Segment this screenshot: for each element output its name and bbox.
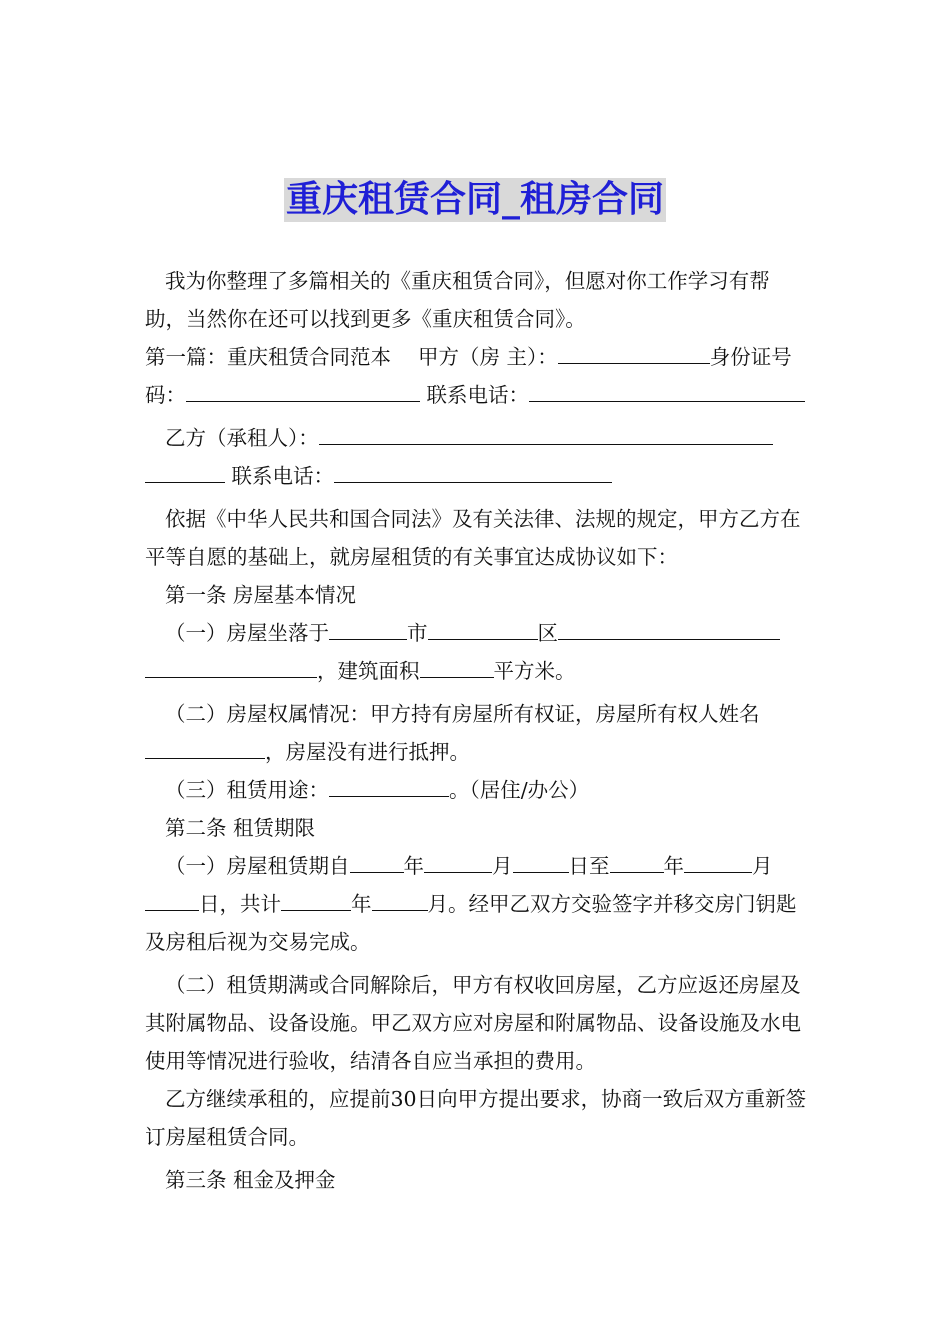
id-number-label: 身份证号码： (145, 345, 792, 407)
end-month-label: 月 (752, 854, 773, 878)
area-unit: 平方米。 (493, 659, 576, 683)
usage-blank (329, 772, 449, 797)
party-a-name-blank (558, 339, 710, 364)
party-b-name-blank-cont (145, 458, 225, 483)
article-2-item-2: （二）租赁期满或合同解除后，甲方有权收回房屋，乙方应返还房屋及其附属物品、设备设施。甲乙双方应对房屋和附属物品、设备设施及水电使用等情况进行验收，结清各自应当承担的费用。 (145, 973, 801, 1073)
start-month-label: 月 (492, 854, 513, 878)
basis-paragraph: 依据《中华人民共和国合同法》及有关法律、法规的规定，甲方乙方在平等自愿的基础上，就房屋租赁的有关事宜达成协议如下： (145, 507, 801, 569)
total-months-blank (372, 886, 428, 911)
district-blank (428, 615, 538, 640)
owner-name-blank (145, 734, 265, 759)
document-title: 重庆租赁合同_租房合同 (285, 179, 664, 220)
usage-label: （三）租赁用途： (165, 778, 329, 802)
term-label: （一）房屋租赁期自 (165, 854, 350, 878)
area-blank (420, 653, 494, 678)
location-label: （一）房屋坐落于 (165, 621, 329, 645)
area-label: ，建筑面积 (317, 659, 420, 683)
article-3-heading: 第三条 租金及押金 (165, 1168, 336, 1192)
start-year-blank (350, 848, 404, 873)
party-a-phone-blank-cont (739, 377, 805, 402)
intro-paragraph: 我为你整理了多篇相关的《重庆租赁合同》，但愿对你工作学习有帮助，当然你在还可以找到更多《重庆租赁合同》。 (145, 269, 770, 331)
end-month-blank (684, 848, 752, 873)
end-year-blank (610, 848, 664, 873)
district-label: 区 (537, 621, 558, 645)
title-wrap (0, 178, 950, 222)
party-b-name-blank (319, 420, 773, 445)
ownership-label: （二）房屋权属情况：甲方持有房屋所有权证，房屋所有权人姓名 (165, 702, 760, 726)
article-1-item-1 (145, 614, 807, 690)
start-month-blank (424, 848, 492, 873)
article-1-item-3 (145, 771, 807, 809)
handover-text: 月。经甲乙双方交验签字并移交房门钥匙及房租后视为交易完成。 (145, 892, 797, 954)
city-label: 市 (407, 621, 428, 645)
party-a-phone-label: 联系电话： (420, 383, 530, 407)
party-a-phone-blank (529, 377, 739, 402)
start-day-blank (513, 848, 569, 873)
end-year-label: 年 (663, 854, 684, 878)
mortgage-text: ，房屋没有进行抵押。 (265, 740, 470, 764)
start-year-label: 年 (403, 854, 424, 878)
article-2-item-3: 乙方继续承租的，应提前30日向甲方提出要求，协商一致后双方重新签订房屋租赁合同。 (145, 1087, 807, 1149)
article-1-item-2 (145, 695, 807, 771)
usage-options: 。（居住/办公） (449, 778, 590, 802)
party-b-phone-blank (334, 458, 612, 483)
address-blank-cont (145, 653, 317, 678)
address-blank (558, 615, 780, 640)
city-blank (329, 615, 407, 640)
party-a-paragraph (145, 338, 807, 414)
total-years-blank (281, 886, 351, 911)
total-years-label: 年 (351, 892, 372, 916)
party-b-paragraph (145, 419, 807, 495)
start-day-label: 日至 (568, 854, 610, 878)
end-day-label: 日，共计 (199, 892, 281, 916)
party-b-label: 乙方（承租人）： (165, 426, 319, 450)
end-day-blank (145, 886, 199, 911)
document-body (145, 262, 807, 1199)
article-2-item-1 (145, 847, 807, 961)
article-1-heading: 第一条 房屋基本情况 (165, 583, 357, 607)
party-b-phone-label: 联系电话： (225, 464, 335, 488)
party-a-label: 第一篇：重庆租赁合同范本 甲方（房 主）： (145, 345, 558, 369)
id-number-blank (186, 377, 420, 402)
article-2-heading: 第二条 租赁期限 (165, 816, 316, 840)
